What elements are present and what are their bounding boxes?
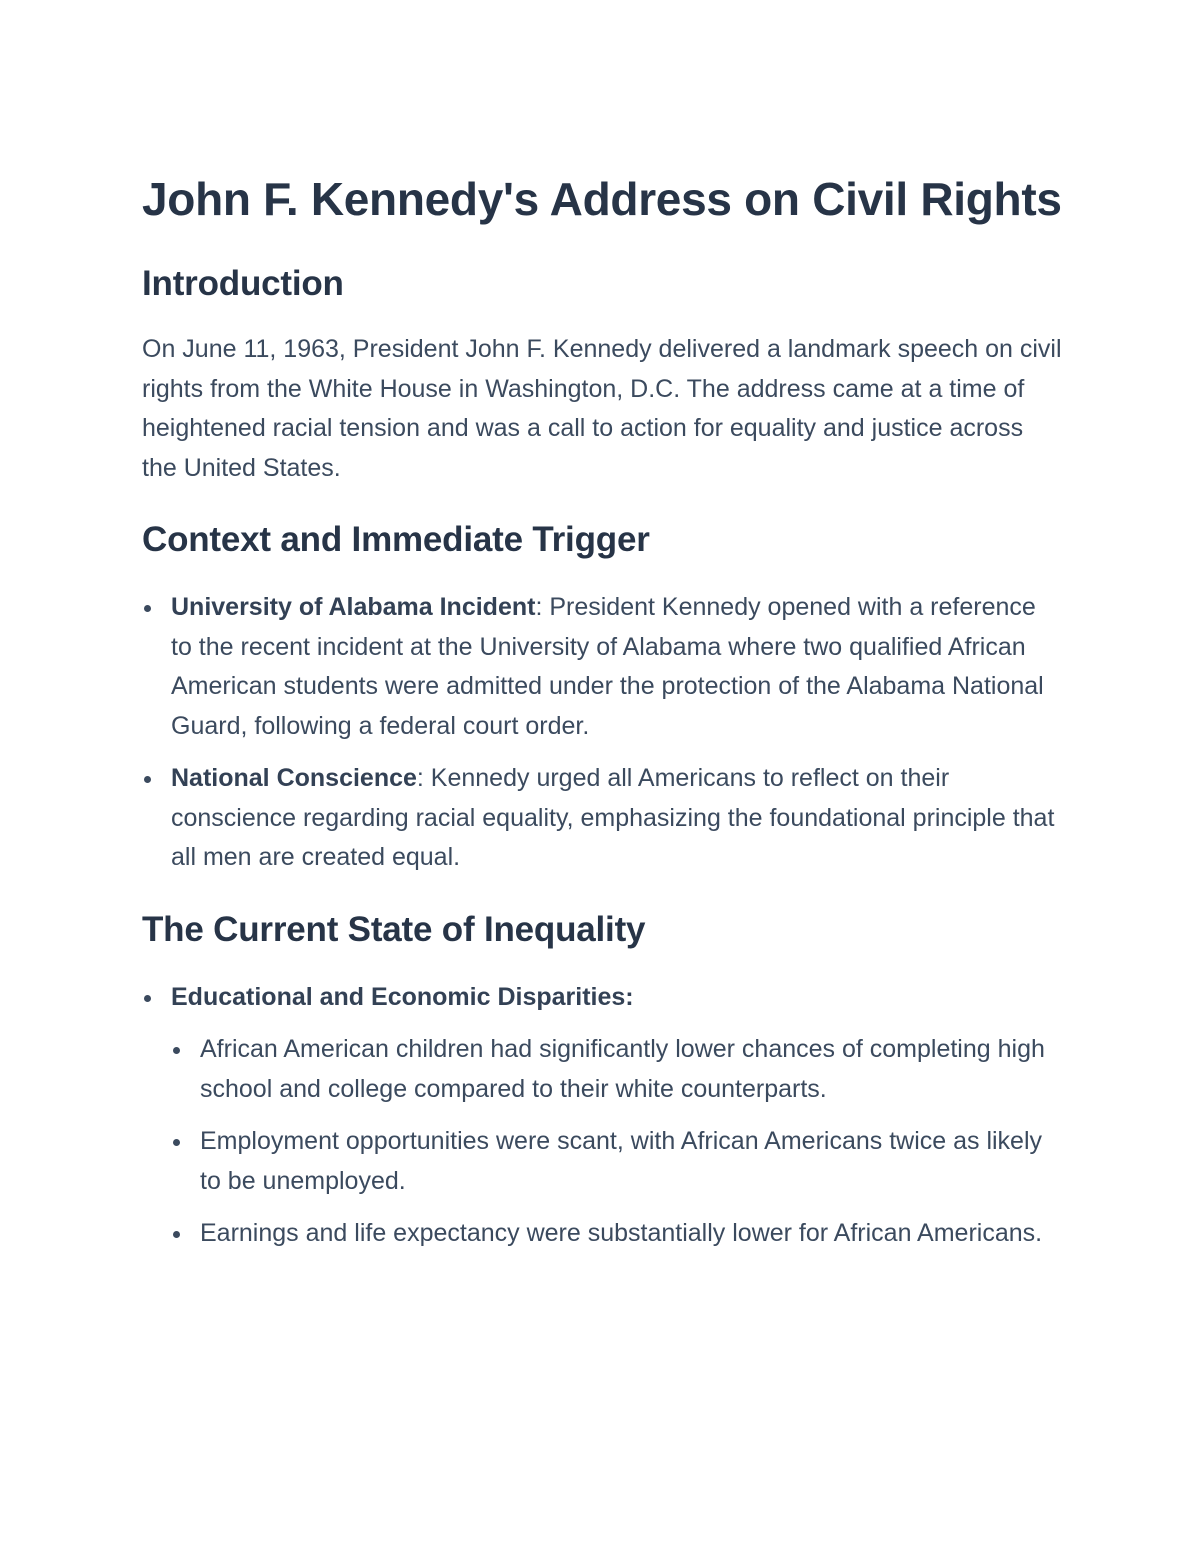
list-item-term: University of Alabama Incident <box>171 593 536 621</box>
document-title: John F. Kennedy's Address on Civil Rights <box>142 173 1062 225</box>
introduction-paragraph: On June 11, 1963, President John F. Kennedy delivered a landmark speech on civil rights from the White House in Washington, D.C. The address came at a time of heightened racial tension and was a call to action for equality and justice across the United States. <box>142 335 1062 482</box>
sub-list-item: Employment opportunities were scant, with African Americans twice as likely to be unemployed. <box>171 1122 1062 1201</box>
list-item <box>142 759 1062 878</box>
list-item-text: : Kennedy urged all Americans to reflect on their conscience regarding racial equality, emphasizing the foundational principle that all men are created equal. <box>171 764 1055 871</box>
heading-context: Context and Immediate Trigger <box>142 520 650 559</box>
list-item <box>142 978 1062 1254</box>
list-item <box>142 588 1062 746</box>
context-list <box>142 588 1062 878</box>
list-item-text: : President Kennedy opened with a reference to the recent incident at the University of Alabama where two qualified African American students were admitted under the protection of the Alabama National Guard, following a federal court order. <box>171 593 1044 740</box>
list-item-term: Educational and Economic Disparities: <box>171 982 634 1011</box>
inequality-list <box>142 978 1062 1254</box>
heading-inequality: The Current State of Inequality <box>142 909 646 949</box>
sub-list-item: African American children had significantly lower chances of completing high school and college compared to their white counterparts. <box>171 1030 1062 1109</box>
sub-list-item: Earnings and life expectancy were substantially lower for African Americans. <box>171 1214 1062 1254</box>
list-item-term: National Conscience <box>171 764 417 792</box>
document-page <box>142 168 1062 1267</box>
heading-introduction: Introduction <box>142 264 344 303</box>
sub-list <box>171 1030 1062 1254</box>
